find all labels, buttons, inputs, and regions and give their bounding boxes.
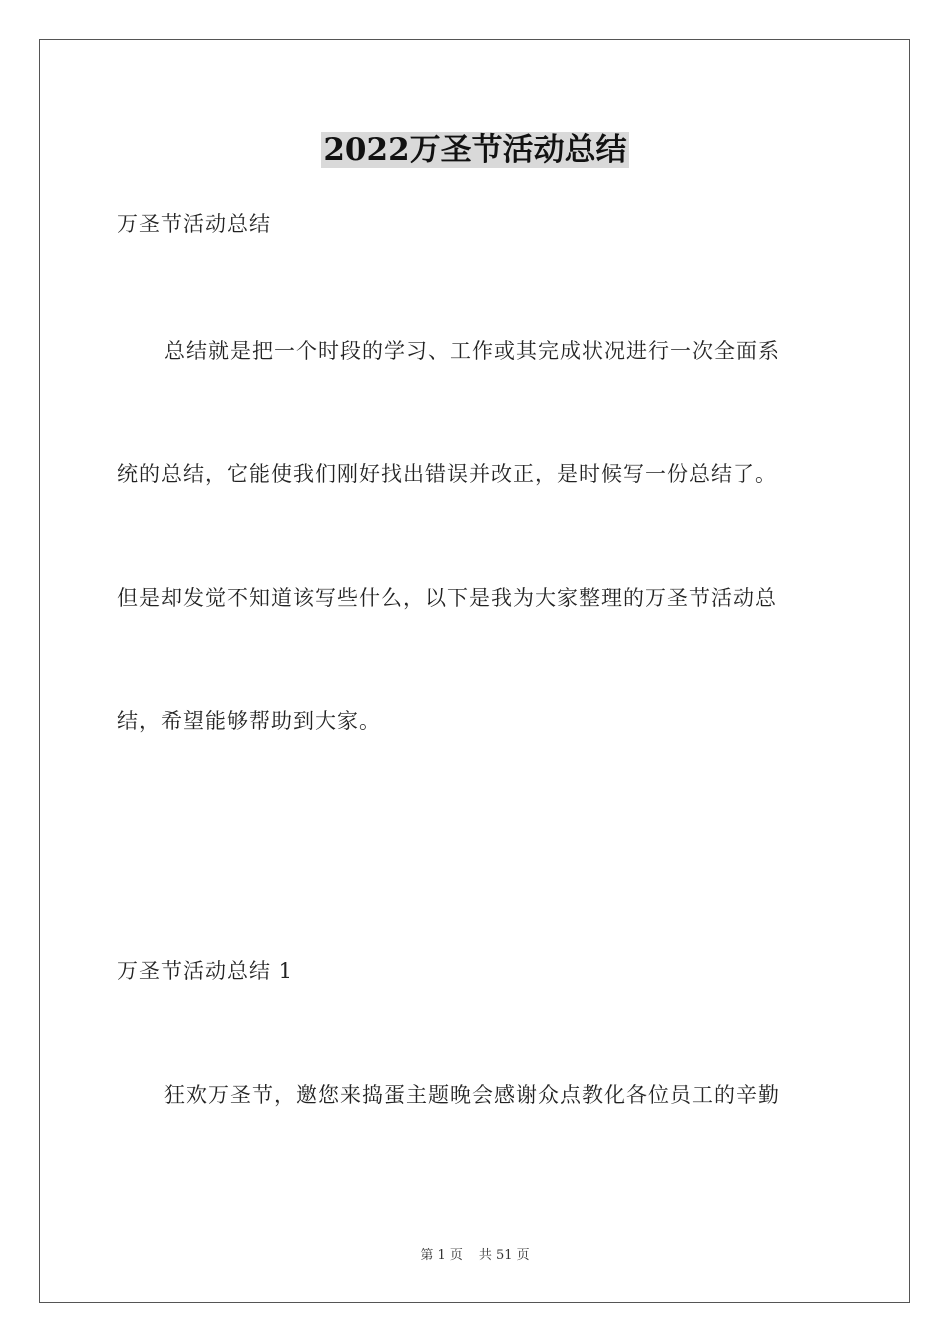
paragraph-line: 但是却发觉不知道该写些什么，以下是我为大家整理的万圣节活动总	[117, 586, 777, 610]
section-heading: 万圣节活动总结 1	[117, 959, 294, 983]
section-heading: 万圣节活动总结	[117, 212, 271, 236]
paragraph-line: 结，希望能够帮助到大家。	[117, 709, 381, 733]
page-number: 第 1 页	[420, 1248, 463, 1263]
document-title	[0, 128, 950, 172]
paragraph-line: 狂欢万圣节，邀您来捣蛋主题晚会感谢众点教化各位员工的辛勤	[164, 1083, 780, 1107]
document-title-text: 2022万圣节活动总结	[323, 132, 627, 168]
page-footer	[0, 1246, 950, 1266]
paragraph-line: 总结就是把一个时段的学习、工作或其完成状况进行一次全面系	[164, 339, 780, 363]
paragraph-line: 统的总结，它能使我们刚好找出错误并改正，是时候写一份总结了。	[117, 462, 777, 486]
page-total: 共 51 页	[478, 1248, 530, 1263]
